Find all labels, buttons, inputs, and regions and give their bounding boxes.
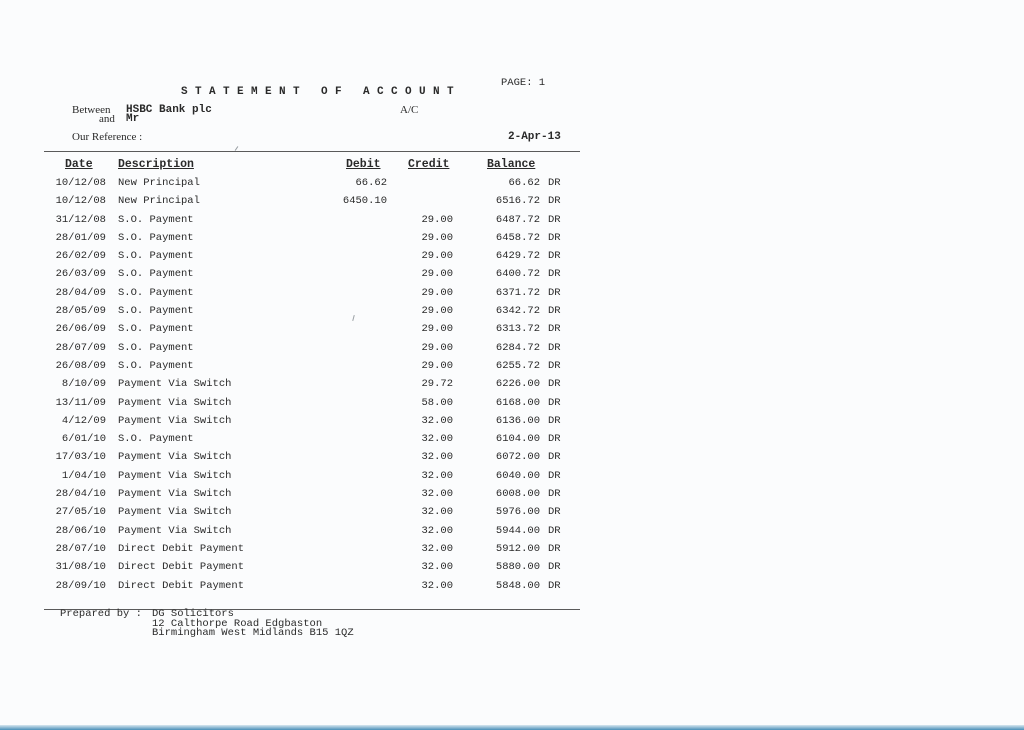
row-credit: 29.00	[421, 231, 453, 244]
row-date: 4/12/09	[61, 414, 106, 427]
row-dr-cr-marker: DR	[548, 469, 561, 482]
row-dr-cr-marker: DR	[548, 433, 561, 446]
row-dr-cr-marker: DR	[548, 177, 561, 189]
row-balance: 6072.00	[495, 451, 540, 464]
row-credit: 32.00	[421, 469, 453, 482]
row-dr-cr-marker: DR	[548, 323, 561, 336]
row-credit: 58.00	[421, 396, 453, 409]
row-dr-cr-marker: DR	[548, 378, 561, 391]
row-credit: 32.00	[421, 488, 453, 501]
row-credit: 32.00	[421, 414, 453, 427]
row-balance: 5912.00	[495, 542, 540, 555]
row-description: New Principal	[118, 195, 200, 208]
row-date: 31/12/08	[55, 213, 106, 226]
row-dr-cr-marker: DR	[548, 579, 561, 592]
row-debit: 66.62	[355, 177, 387, 189]
row-date: 8/10/09	[61, 378, 106, 391]
row-date: 26/03/09	[55, 268, 106, 281]
preparer-address-line: 12 Calthorpe Road Edgbaston	[152, 618, 323, 630]
row-balance: 5976.00	[495, 506, 540, 519]
row-balance: 6040.00	[495, 469, 540, 482]
preparer-name: DG Solicitors	[152, 608, 234, 620]
row-credit: 32.00	[421, 524, 453, 537]
row-balance: 6226.00	[495, 378, 540, 391]
table-row	[0, 375, 600, 393]
row-dr-cr-marker: DR	[548, 561, 561, 574]
row-credit: 29.00	[421, 213, 453, 226]
row-description: S.O. Payment	[118, 213, 194, 226]
row-balance: 5848.00	[495, 579, 540, 592]
row-dr-cr-marker: DR	[548, 268, 561, 281]
row-dr-cr-marker: DR	[548, 213, 561, 226]
row-balance: 5944.00	[495, 524, 540, 537]
row-description: Payment Via Switch	[118, 488, 232, 501]
row-credit: 29.00	[421, 250, 453, 263]
scan-edge	[0, 725, 1024, 730]
column-header-balance: Balance	[487, 158, 536, 171]
row-description: New Principal	[118, 177, 200, 189]
row-date: 28/04/10	[55, 488, 106, 501]
table-row	[0, 247, 600, 265]
row-description: S.O. Payment	[118, 268, 194, 281]
table-row	[0, 558, 600, 576]
table-row	[0, 412, 600, 430]
row-description: Payment Via Switch	[118, 378, 232, 391]
table-row	[0, 302, 600, 320]
table-row	[0, 174, 600, 192]
table-row	[0, 394, 600, 412]
row-dr-cr-marker: DR	[548, 359, 561, 372]
preparer-city-line: Birmingham West Midlands B15 1QZ	[152, 627, 354, 639]
table-row	[0, 503, 600, 521]
table-row	[0, 540, 600, 558]
row-description: Direct Debit Payment	[118, 542, 245, 555]
row-date: 1/04/10	[61, 469, 106, 482]
row-credit: 29.00	[421, 323, 453, 336]
table-row	[0, 467, 600, 485]
table-row	[0, 485, 600, 503]
row-dr-cr-marker: DR	[548, 506, 561, 519]
reference-label: Our Reference :	[72, 131, 143, 143]
row-date: 26/02/09	[55, 250, 106, 263]
row-balance: 6342.72	[495, 305, 540, 318]
between-label: Between	[72, 104, 111, 116]
row-balance: 6429.72	[495, 250, 540, 263]
bank-name: HSBC Bank plc	[126, 104, 212, 116]
row-dr-cr-marker: DR	[548, 451, 561, 464]
table-row	[0, 430, 600, 448]
row-date: 6/01/10	[61, 433, 106, 446]
row-credit: 32.00	[421, 506, 453, 519]
row-balance: 6458.72	[495, 231, 540, 244]
header-divider	[44, 151, 580, 152]
row-balance: 6516.72	[495, 195, 540, 208]
row-dr-cr-marker: DR	[548, 396, 561, 409]
row-dr-cr-marker: DR	[548, 195, 561, 208]
row-balance: 6168.00	[495, 396, 540, 409]
row-credit: 32.00	[421, 579, 453, 592]
row-description: S.O. Payment	[118, 286, 194, 299]
row-date: 17/03/10	[55, 451, 106, 464]
row-description: S.O. Payment	[118, 359, 194, 372]
table-row	[0, 229, 600, 247]
row-date: 13/11/09	[55, 396, 106, 409]
table-row	[0, 357, 600, 375]
row-description: S.O. Payment	[118, 250, 194, 263]
page-number-label: PAGE: 1	[501, 77, 546, 89]
row-date: 26/08/09	[55, 359, 106, 372]
account-label: A/C	[400, 104, 419, 116]
row-date: 28/06/10	[55, 524, 106, 537]
row-credit: 29.00	[421, 268, 453, 281]
row-description: S.O. Payment	[118, 323, 194, 336]
row-credit: 32.00	[421, 542, 453, 555]
row-balance: 6400.72	[495, 268, 540, 281]
table-row	[0, 320, 600, 338]
row-date: 28/01/09	[55, 231, 106, 244]
row-description: Payment Via Switch	[118, 414, 232, 427]
row-description: Payment Via Switch	[118, 469, 232, 482]
table-row	[0, 522, 600, 540]
row-credit: 32.00	[421, 451, 453, 464]
table-row	[0, 284, 600, 302]
row-description: S.O. Payment	[118, 231, 194, 244]
row-credit: 29.00	[421, 305, 453, 318]
column-header-description: Description	[118, 158, 194, 171]
transaction-table	[0, 174, 600, 595]
row-date: 31/08/10	[55, 561, 106, 574]
row-description: S.O. Payment	[118, 305, 194, 318]
table-row	[0, 265, 600, 283]
row-date: 28/04/09	[55, 286, 106, 299]
row-date: 27/05/10	[55, 506, 106, 519]
table-row	[0, 448, 600, 466]
row-dr-cr-marker: DR	[548, 286, 561, 299]
row-dr-cr-marker: DR	[548, 341, 561, 354]
row-description: Direct Debit Payment	[118, 561, 245, 574]
row-credit: 32.00	[421, 433, 453, 446]
row-balance: 5880.00	[495, 561, 540, 574]
row-description: Payment Via Switch	[118, 396, 232, 409]
row-credit: 29.00	[421, 286, 453, 299]
and-label: and	[99, 113, 115, 125]
row-description: Payment Via Switch	[118, 506, 232, 519]
table-row	[0, 339, 600, 357]
row-balance: 6284.72	[495, 341, 540, 354]
column-header-date: Date	[65, 158, 93, 171]
row-dr-cr-marker: DR	[548, 250, 561, 263]
row-credit: 32.00	[421, 561, 453, 574]
row-balance: 66.62	[508, 177, 540, 189]
row-dr-cr-marker: DR	[548, 524, 561, 537]
row-credit: 29.72	[421, 378, 453, 391]
row-description: S.O. Payment	[118, 433, 194, 446]
row-balance: 6255.72	[495, 359, 540, 372]
row-balance: 6104.00	[495, 433, 540, 446]
row-date: 28/09/10	[55, 579, 106, 592]
statement-title: STATEMENT OF ACCOUNT	[181, 86, 462, 98]
row-balance: 6136.00	[495, 414, 540, 427]
row-dr-cr-marker: DR	[548, 488, 561, 501]
row-balance: 6371.72	[495, 286, 540, 299]
row-debit: 6450.10	[342, 195, 387, 208]
row-balance: 6008.00	[495, 488, 540, 501]
row-balance: 6487.72	[495, 213, 540, 226]
column-header-credit: Credit	[408, 158, 450, 171]
customer-name: Mr	[126, 113, 140, 125]
row-balance: 6313.72	[495, 323, 540, 336]
row-credit: 29.00	[421, 341, 453, 354]
table-row	[0, 192, 600, 210]
table-row	[0, 211, 600, 229]
row-date: 28/07/09	[55, 341, 106, 354]
row-dr-cr-marker: DR	[548, 542, 561, 555]
row-description: Direct Debit Payment	[118, 579, 245, 592]
row-date: 28/05/09	[55, 305, 106, 318]
row-description: Payment Via Switch	[118, 524, 232, 537]
column-header-debit: Debit	[346, 158, 381, 171]
row-date: 10/12/08	[55, 195, 106, 208]
row-dr-cr-marker: DR	[548, 231, 561, 244]
row-description: S.O. Payment	[118, 341, 194, 354]
row-description: Payment Via Switch	[118, 451, 232, 464]
row-date: 10/12/08	[55, 177, 106, 189]
row-credit: 29.00	[421, 359, 453, 372]
row-dr-cr-marker: DR	[548, 305, 561, 318]
row-date: 28/07/10	[55, 542, 106, 555]
row-date: 26/06/09	[55, 323, 106, 336]
row-dr-cr-marker: DR	[548, 414, 561, 427]
prepared-by-label: Prepared by :	[60, 608, 142, 620]
statement-date: 2-Apr-13	[508, 131, 561, 143]
table-row	[0, 577, 600, 595]
